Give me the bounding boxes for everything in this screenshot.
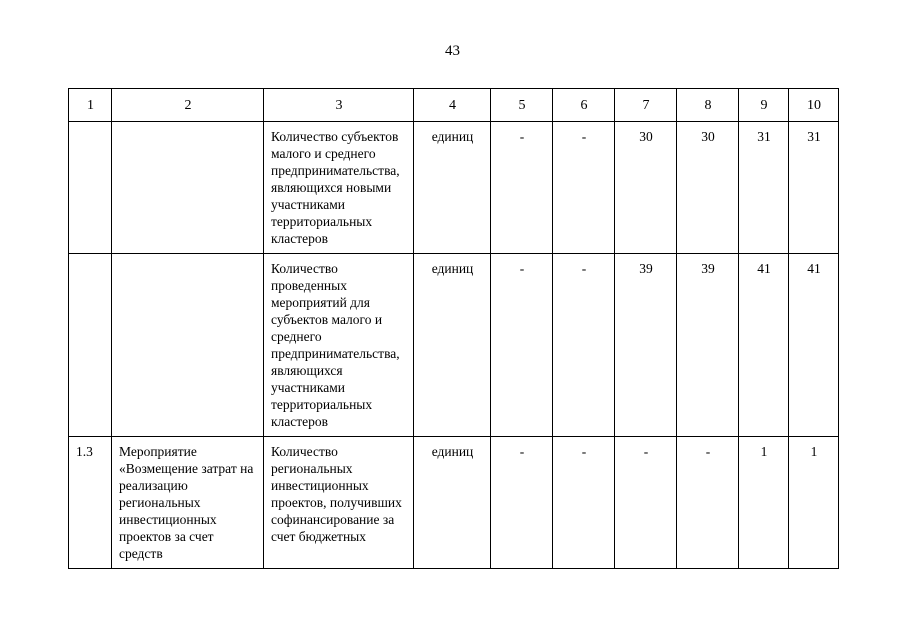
table-cell-value: 39 bbox=[615, 254, 677, 437]
table-cell-value: - bbox=[615, 437, 677, 569]
table-cell-value: 30 bbox=[615, 122, 677, 254]
table-cell-number: 1.3 bbox=[69, 437, 112, 569]
page-number: 43 bbox=[445, 43, 460, 59]
table-cell-value: 39 bbox=[677, 254, 739, 437]
table-cell-value: - bbox=[553, 254, 615, 437]
table-cell-value: - bbox=[677, 437, 739, 569]
column-header: 5 bbox=[491, 89, 553, 122]
table-cell-measure bbox=[112, 122, 264, 254]
table-cell-value: 1 bbox=[789, 437, 839, 569]
table-cell-measure: Мероприятие «Возмещение затрат на реализацию региональных инвестиционных проектов за счет средств bbox=[112, 437, 264, 569]
column-header: 7 bbox=[615, 89, 677, 122]
table-cell-unit: единиц bbox=[414, 254, 491, 437]
table-cell-value: - bbox=[491, 254, 553, 437]
table-cell-value: 1 bbox=[739, 437, 789, 569]
table-cell-number bbox=[69, 254, 112, 437]
column-header: 8 bbox=[677, 89, 739, 122]
table-cell-number bbox=[69, 122, 112, 254]
table-cell-value: 41 bbox=[739, 254, 789, 437]
table-header-row bbox=[69, 89, 839, 122]
table-cell-measure bbox=[112, 254, 264, 437]
column-header: 6 bbox=[553, 89, 615, 122]
table-cell-value: 41 bbox=[789, 254, 839, 437]
table-row bbox=[69, 254, 839, 437]
table-cell-unit: единиц bbox=[414, 437, 491, 569]
table-cell-unit: единиц bbox=[414, 122, 491, 254]
table-cell-indicator: Количество проведенных мероприятий для субъектов малого и среднего предпринимательства, являющихся участниками территориальных кластеров bbox=[264, 254, 414, 437]
table-cell-value: 30 bbox=[677, 122, 739, 254]
column-header: 3 bbox=[264, 89, 414, 122]
column-header: 10 bbox=[789, 89, 839, 122]
table-cell-value: 31 bbox=[739, 122, 789, 254]
table-cell-indicator: Количество субъектов малого и среднего предпринимательства, являющихся новыми участниками территориальных кластеров bbox=[264, 122, 414, 254]
table-cell-value: - bbox=[491, 437, 553, 569]
table-cell-value: 31 bbox=[789, 122, 839, 254]
table-cell-value: - bbox=[491, 122, 553, 254]
table-row bbox=[69, 437, 839, 569]
column-header: 1 bbox=[69, 89, 112, 122]
table-cell-value: - bbox=[553, 437, 615, 569]
table-cell-value: - bbox=[553, 122, 615, 254]
table-row bbox=[69, 122, 839, 254]
column-header: 2 bbox=[112, 89, 264, 122]
data-table bbox=[68, 88, 839, 569]
column-header: 4 bbox=[414, 89, 491, 122]
column-header: 9 bbox=[739, 89, 789, 122]
table-cell-indicator: Количество региональных инвестиционных проектов, получивших софинансирование за счет бюджетных bbox=[264, 437, 414, 569]
